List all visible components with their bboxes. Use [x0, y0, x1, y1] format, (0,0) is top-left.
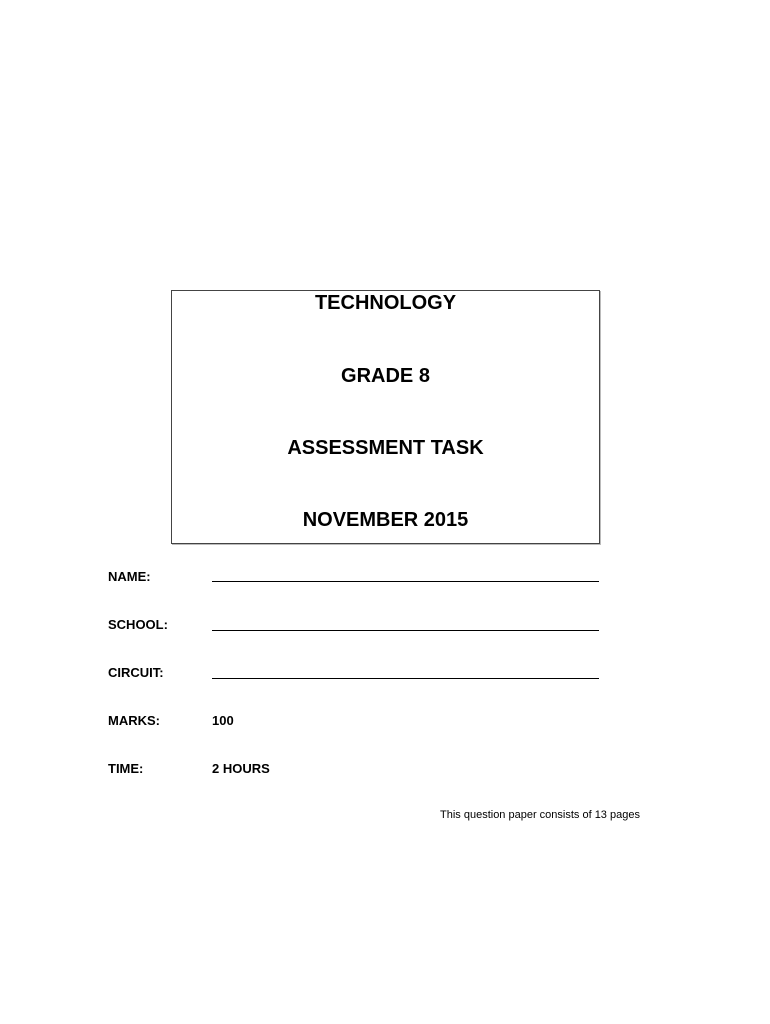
- circuit-label: CIRCUIT:: [108, 665, 164, 680]
- name-blank-line: [212, 581, 599, 582]
- school-label: SCHOOL:: [108, 617, 168, 632]
- date-title: NOVEMBER 2015: [302, 509, 469, 531]
- time-value: 2 HOURS: [212, 761, 270, 776]
- school-blank-line: [212, 630, 599, 631]
- time-label: TIME:: [108, 761, 144, 776]
- task-title: ASSESSMENT TASK: [287, 437, 484, 459]
- title-box: [171, 290, 600, 544]
- page-count-note: This question paper consists of 13 pages: [440, 809, 640, 821]
- marks-label: MARKS:: [108, 713, 160, 728]
- grade-title: GRADE 8: [341, 365, 430, 387]
- circuit-blank-line: [212, 678, 599, 679]
- marks-value: 100: [212, 713, 234, 728]
- subject-title: TECHNOLOGY: [314, 292, 457, 314]
- name-label: NAME:: [108, 569, 151, 584]
